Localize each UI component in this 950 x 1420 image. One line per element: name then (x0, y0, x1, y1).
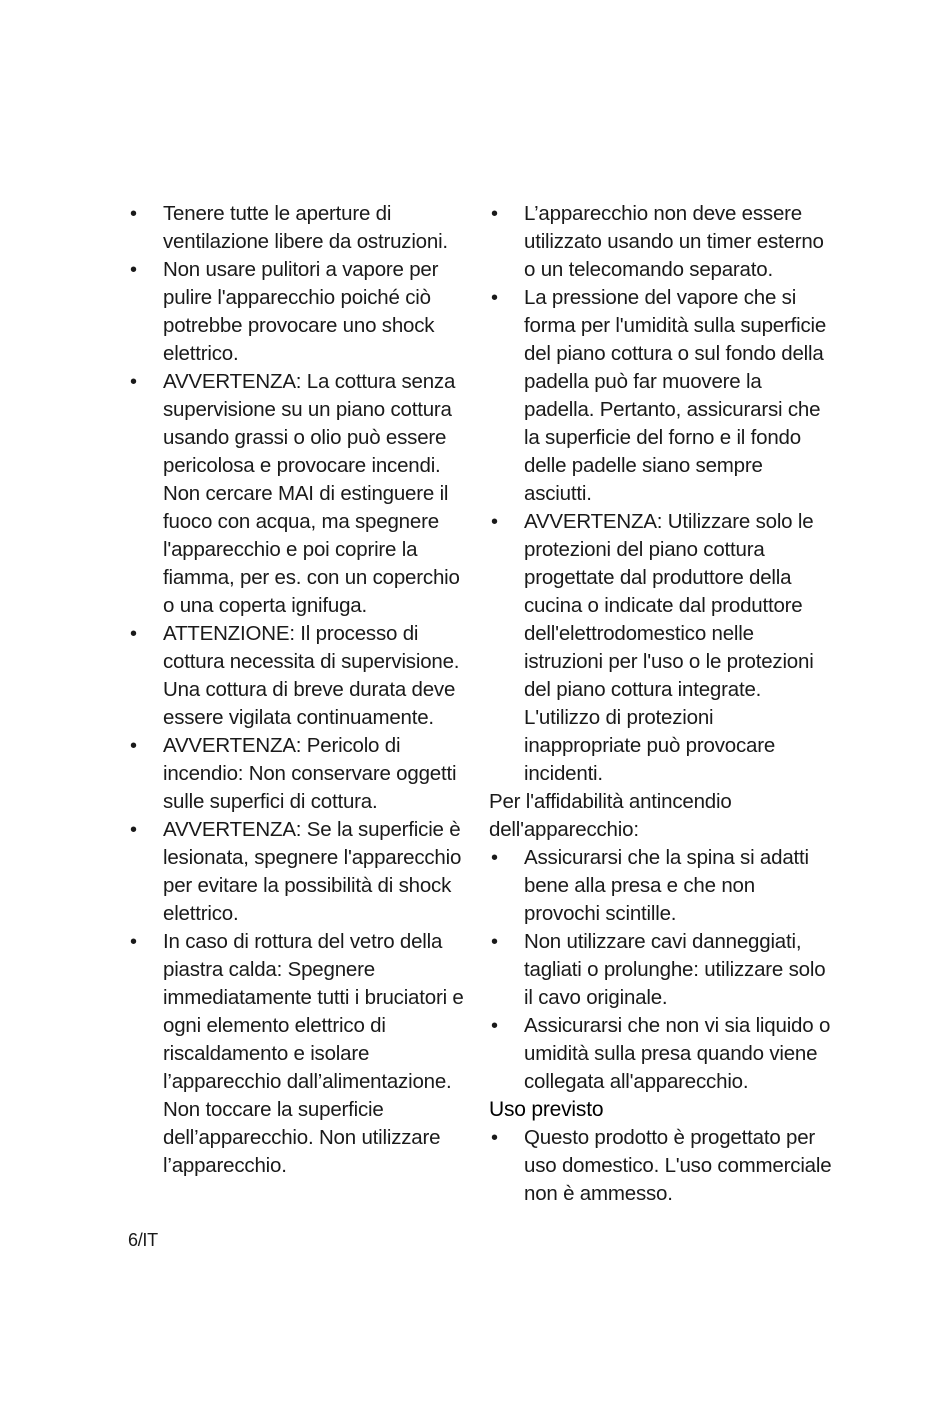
list-item: • L’apparecchio non deve essere utilizzato usando un timer esterno o un telecomando separato. (489, 200, 834, 284)
safety-bullet-list (489, 200, 834, 788)
fire-safety-bullet-list (489, 844, 834, 1096)
list-item: • Assicurarsi che la spina si adatti bene alla presa e che non provochi scintille. (489, 844, 834, 928)
list-item: • Questo prodotto è progettato per uso domestico. L'uso commerciale non è ammesso. (489, 1124, 834, 1208)
safety-bullet-list (128, 200, 468, 1180)
list-item: • Assicurarsi che non vi sia liquido o umidità sulla presa quando viene collegata all'apparecchio. (489, 1012, 834, 1096)
list-item: • AVVERTENZA: Pericolo di incendio: Non conservare oggetti sulle superfici di cottura. (128, 732, 468, 816)
intended-use-bullet-list (489, 1124, 834, 1208)
list-item: • La pressione del vapore che si forma per l'umidità sulla superficie del piano cottura o sul fondo della padella può far muovere la padella. Pertanto, assicurarsi che la superficie del forno e il fondo delle padelle siano sempre asciutti. (489, 284, 834, 508)
right-column (489, 200, 834, 1208)
list-item: • ATTENZIONE: Il processo di cottura necessita di supervisione. Una cottura di breve durata deve essere vigilata continuamente. (128, 620, 468, 732)
list-item: • Non usare pulitori a vapore per pulire l'apparecchio poiché ciò potrebbe provocare uno shock elettrico. (128, 256, 468, 368)
list-item: • Non utilizzare cavi danneggiati, tagliati o prolunghe: utilizzare solo il cavo originale. (489, 928, 834, 1012)
intended-use-heading: Uso previsto (489, 1098, 604, 1121)
fire-safety-intro: Per l'affidabilità antincendio dell'apparecchio: (489, 790, 732, 841)
page-number: 6/IT (128, 1230, 158, 1250)
left-column (128, 200, 468, 1180)
list-item: • Tenere tutte le aperture di ventilazione libere da ostruzioni. (128, 200, 468, 256)
list-item: • AVVERTENZA: La cottura senza supervisione su un piano cottura usando grassi o olio può essere pericolosa e provocare incendi. Non cercare MAI di estinguere il fuoco con acqua, ma spegnere l'apparecchio e poi coprire la fiamma, per es. con un coperchio o una coperta ignifuga. (128, 368, 468, 620)
list-item: • AVVERTENZA: Se la superficie è lesionata, spegnere l'apparecchio per evitare la possibilità di shock elettrico. (128, 816, 468, 928)
list-item: • In caso di rottura del vetro della piastra calda: Spegnere immediatamente tutti i bruciatori e ogni elemento elettrico di riscaldamento e isolare l’apparecchio dall’alimentazione. Non toccare la superficie dell’apparecchio. Non utilizzare l’apparecchio. (128, 928, 468, 1180)
list-item: • AVVERTENZA: Utilizzare solo le protezioni del piano cottura progettate dal produttore della cucina o indicate dal produttore dell'elettrodomestico nelle istruzioni per l'uso o le protezioni del piano cottura integrate. L'utilizzo di protezioni inappropriate può provocare incidenti. (489, 508, 834, 788)
